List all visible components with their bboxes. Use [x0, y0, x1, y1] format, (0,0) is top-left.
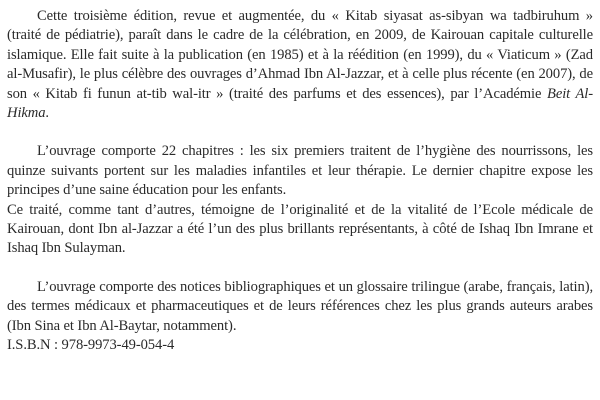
- paragraph-edition: [7, 7, 593, 123]
- paragraph-school: Ce traité, comme tant d’autres, témoigne de l’originalité et de la vitalité de l’Ecole médicale de Kairouan, dont Ibn al-Jazzar a été l’un des plus brillants représentants, à côté de Ishaq Ibn Imrane et Ishaq Ibn Sulayman.: [7, 201, 593, 257]
- paragraph-chapters: L’ouvrage comporte 22 chapitres : les six premiers traitent de l’hygiène des nourrissons, les quinze suivants portent sur les maladies infantiles et leur thérapie. Le dernier chapitre expose les principes d’une saine éducation pour les enfants.: [7, 143, 593, 199]
- paragraph-glossary: L’ouvrage comporte des notices bibliographiques et un glossaire trilingue (arabe, français, latin), des termes médicaux et pharmaceutiques et de leurs références chez les plus grands auteurs arabes (Ibn Sina et Ibn Al-Baytar, notamment).: [7, 278, 593, 334]
- paragraph-spacer: [7, 259, 593, 278]
- isbn-number: I.S.B.N : 978-9973-49-054-4: [7, 337, 175, 354]
- document-page: [7, 7, 593, 356]
- academy-name: Beit Al-Hikma: [7, 85, 593, 122]
- paragraph-spacer: [7, 123, 593, 142]
- paragraph-edition-text: Cette troisième édition, revue et augmentée, du « Kitab siyasat as-sibyan wa tadbiruhum » (traité de pédiatrie), paraît dans le cadre de la célébration, en 2009, de Kairouan capitale culturelle islamique. Elle fait suite à la publication (en 1985) et à la réédition (en 1999), du « Viaticum » (Zad al-Musafir), le plus célèbre des ouvrages d’Ahmad Ibn Al-Jazzar, et à celle plus récente (en 2007), de son « Kitab fi funun at-tib wal-itr » (traité des parfums et des essences), par l’Académie: [7, 8, 593, 102]
- paragraph-edition-end: .: [45, 105, 49, 122]
